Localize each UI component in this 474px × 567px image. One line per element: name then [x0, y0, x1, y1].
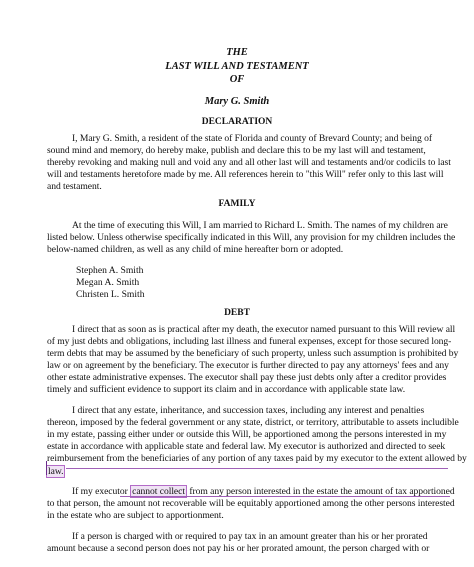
paragraph-line: I direct that any estate, inheritance, and succession taxes, including any interest and penalties [72, 405, 425, 416]
heading-debt: DEBT [224, 308, 250, 318]
title-the: THE [226, 47, 248, 58]
paragraph-line: I direct that as soon as is practical after my death, the executor named pursuant to this Will review all [72, 324, 456, 335]
comment-connector-line [120, 496, 450, 497]
paragraph-line: term debts that may be assumed by the beneficiary of such property, unless such assumption is prohibited by [47, 348, 459, 359]
paragraph-line: estate in accordance with applicable state and federal law. My executor is authorized and directed to seek [47, 441, 446, 452]
text-run: If my executor [72, 486, 131, 497]
paragraph-line: of my just debts and obligations, including last illness and funeral expenses, except for those secured long- [47, 336, 452, 347]
testator-name: Mary G. Smith [204, 96, 270, 107]
comment-connector-line [66, 468, 448, 469]
paragraph-line: below-named children, as well as any child of mine hereafter born or adopted. [47, 244, 344, 255]
paragraph-line: other estate administrative expenses. The executor shall pay these just debts only after a creditor provides [47, 372, 447, 383]
highlighted-word[interactable]: law. [48, 466, 64, 477]
heading-declaration: DECLARATION [201, 117, 273, 127]
paragraph-line: in the estate who are subject to apportionment. [47, 510, 224, 521]
paragraph-line: will and testaments heretofore made by me. All references herein to "this Will" refer only to this last will [47, 169, 444, 180]
paragraph-line: amount because a second person does not pay his or her prorated amount, the person charged with or [47, 543, 430, 554]
paragraph-line: to that person, the amount not recoverable will be equitably apportioned among the other persons interested [47, 498, 455, 509]
paragraph-line: in my estate, passing either under or outside this Will, be apportioned among the persons interested in my [47, 429, 447, 440]
child-name: Stephen A. Smith [76, 265, 144, 276]
title-main: LAST WILL AND TESTAMENT [165, 61, 309, 72]
text-run: from any person interested in the estate the amount of tax apportioned [186, 486, 455, 497]
paragraph-line: thereby revoking and making null and void any and all other last will and testaments and/or codicils to last [47, 157, 451, 168]
paragraph-line: timely and sufficient evidence to support its claim and in accordance with applicable state law. [47, 384, 406, 395]
paragraph-line: I, Mary G. Smith, a resident of the state of Florida and county of Brevard County; and being of [72, 133, 433, 144]
paragraph-line: sound mind and memory, do hereby make, publish and declare this to be my last will and testament, [47, 145, 426, 156]
paragraph-line: thereon, imposed by the federal government or any state, district, or territory, attributable to assets includible [47, 417, 459, 428]
paragraph-line: law or on agreement by the beneficiary. The executor is further directed to pay any attorneys' fees and any [47, 360, 449, 371]
text-cursor [46, 461, 47, 475]
paragraph-line: listed below. Unless otherwise specifically indicated in this Will, any provision for my children includes the [47, 232, 456, 243]
paragraph-line: and testament. [47, 181, 102, 192]
paragraph-line: reimbursement from the beneficiaries of any portion of any taxes paid by my executor to the extent allowed by [47, 453, 467, 464]
child-name: Christen L. Smith [76, 289, 145, 300]
paragraph-line: At the time of executing this Will, I am married to Richard L. Smith. The names of my children are [72, 220, 448, 231]
child-name: Megan A. Smith [76, 277, 140, 288]
paragraph-line: If a person is charged with or required to pay tax in an amount greater than his or her prorated [72, 531, 428, 542]
heading-family: FAMILY [218, 199, 256, 209]
highlighted-phrase[interactable]: cannot collect [132, 486, 185, 497]
title-of: OF [229, 74, 245, 85]
